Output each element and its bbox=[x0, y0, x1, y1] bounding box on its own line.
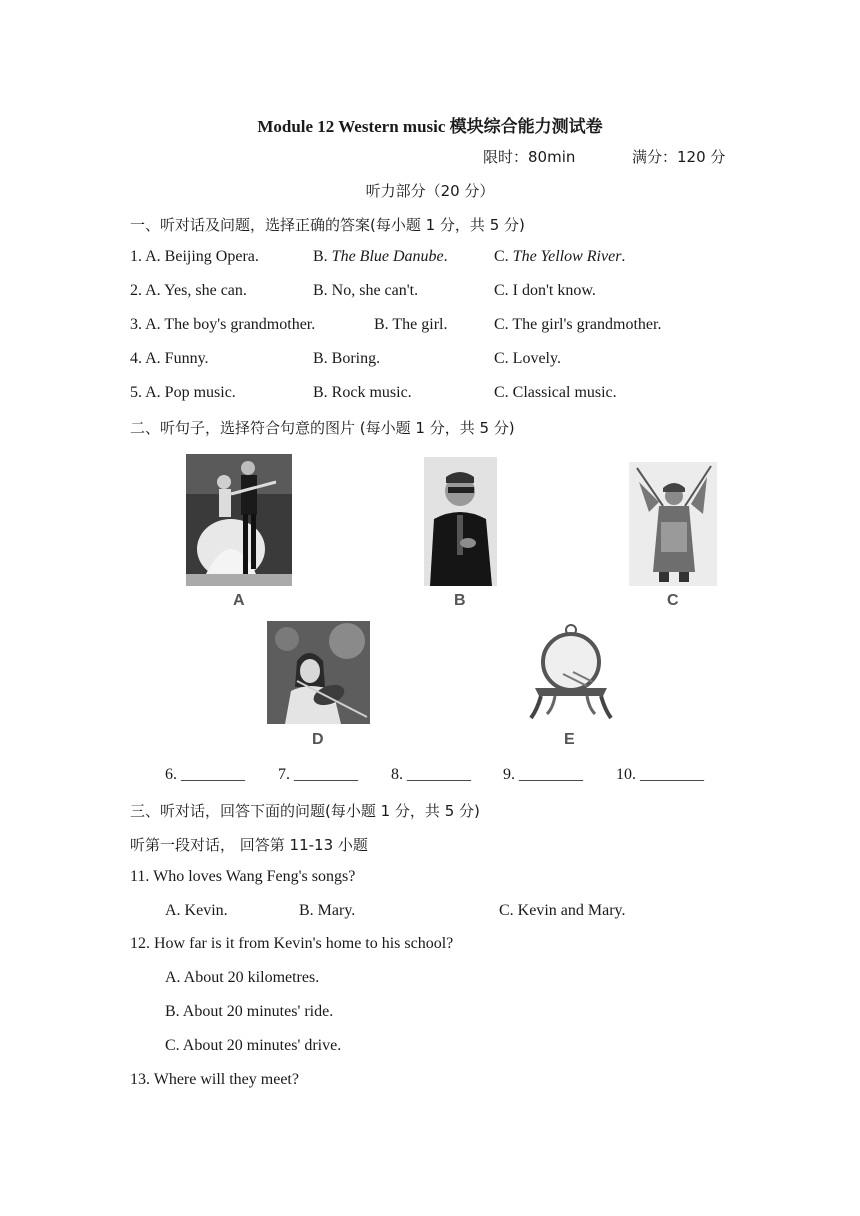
section3-subheading: 听第一段对话， 回答第 11-13 小题 bbox=[130, 836, 368, 854]
picture-a-label: A bbox=[233, 592, 245, 609]
picture-b-label: B bbox=[454, 592, 466, 609]
picture-c-label: C bbox=[667, 592, 679, 609]
q4-option-a: 4. A. Funny. bbox=[130, 350, 209, 367]
q4-option-b: B. Boring. bbox=[313, 350, 381, 367]
q5-option-c: C. Classical music. bbox=[494, 384, 617, 401]
q5-option-b: B. Rock music. bbox=[313, 384, 412, 401]
answer-blank-9[interactable]: 9. ________ bbox=[503, 766, 583, 783]
q3-option-a: 3. A. The boy's grandmother. bbox=[130, 316, 316, 333]
q1-option-b: B. The Blue Danube. bbox=[313, 248, 448, 265]
picture-c-opera-performer bbox=[629, 462, 717, 586]
q1-option-c: C. The Yellow River. bbox=[494, 248, 626, 265]
section1-heading: 一、听对话及问题，选择正确的答案(每小题 1 分，共 5 分) bbox=[130, 216, 525, 234]
q12-option-c: C. About 20 minutes' drive. bbox=[165, 1037, 342, 1054]
section2-heading: 二、听句子，选择符合句意的图片 (每小题 1 分，共 5 分) bbox=[130, 419, 515, 437]
q3-option-b: B. The girl. bbox=[374, 316, 448, 333]
q2-option-b: B. No, she can't. bbox=[313, 282, 419, 299]
q3-option-c: C. The girl's grandmother. bbox=[494, 316, 662, 333]
q5-option-a: 5. A. Pop music. bbox=[130, 384, 236, 401]
answer-blank-8[interactable]: 8. ________ bbox=[391, 766, 471, 783]
q13-question: 13. Where will they meet? bbox=[130, 1071, 299, 1088]
answer-blank-6[interactable]: 6. ________ bbox=[165, 766, 245, 783]
q12-option-b: B. About 20 minutes' ride. bbox=[165, 1003, 334, 1020]
answer-blank-7[interactable]: 7. ________ bbox=[278, 766, 358, 783]
picture-d-label: D bbox=[312, 731, 324, 748]
picture-e-drum bbox=[527, 622, 614, 722]
q12-question: 12. How far is it from Kevin's home to his school? bbox=[130, 935, 454, 952]
answer-blank-10[interactable]: 10. ________ bbox=[616, 766, 704, 783]
q2-option-c: C. I don't know. bbox=[494, 282, 596, 299]
picture-a-ballroom-dancers bbox=[186, 454, 292, 586]
q11-option-b: B. Mary. bbox=[299, 902, 356, 919]
time-limit: 限时：80min bbox=[483, 148, 576, 166]
picture-e-label: E bbox=[564, 731, 575, 748]
section3-heading: 三、听对话，回答下面的问题(每小题 1 分，共 5 分) bbox=[130, 802, 480, 820]
q4-option-c: C. Lovely. bbox=[494, 350, 561, 367]
q2-option-a: 2. A. Yes, she can. bbox=[130, 282, 247, 299]
q1-option-a: 1. A. Beijing Opera. bbox=[130, 248, 259, 265]
picture-d-violinist bbox=[267, 621, 370, 724]
full-score: 满分：120 分 bbox=[632, 148, 726, 166]
listening-part-heading: 听力部分（20 分） bbox=[365, 182, 495, 200]
q11-option-c: C. Kevin and Mary. bbox=[499, 902, 626, 919]
q11-question: 11. Who loves Wang Feng's songs? bbox=[130, 868, 356, 885]
q11-option-a: A. Kevin. bbox=[165, 902, 228, 919]
picture-b-man-portrait bbox=[424, 457, 497, 586]
q12-option-a: A. About 20 kilometres. bbox=[165, 969, 320, 986]
page-title: Module 12 Western music 模块综合能力测试卷 bbox=[257, 117, 603, 136]
